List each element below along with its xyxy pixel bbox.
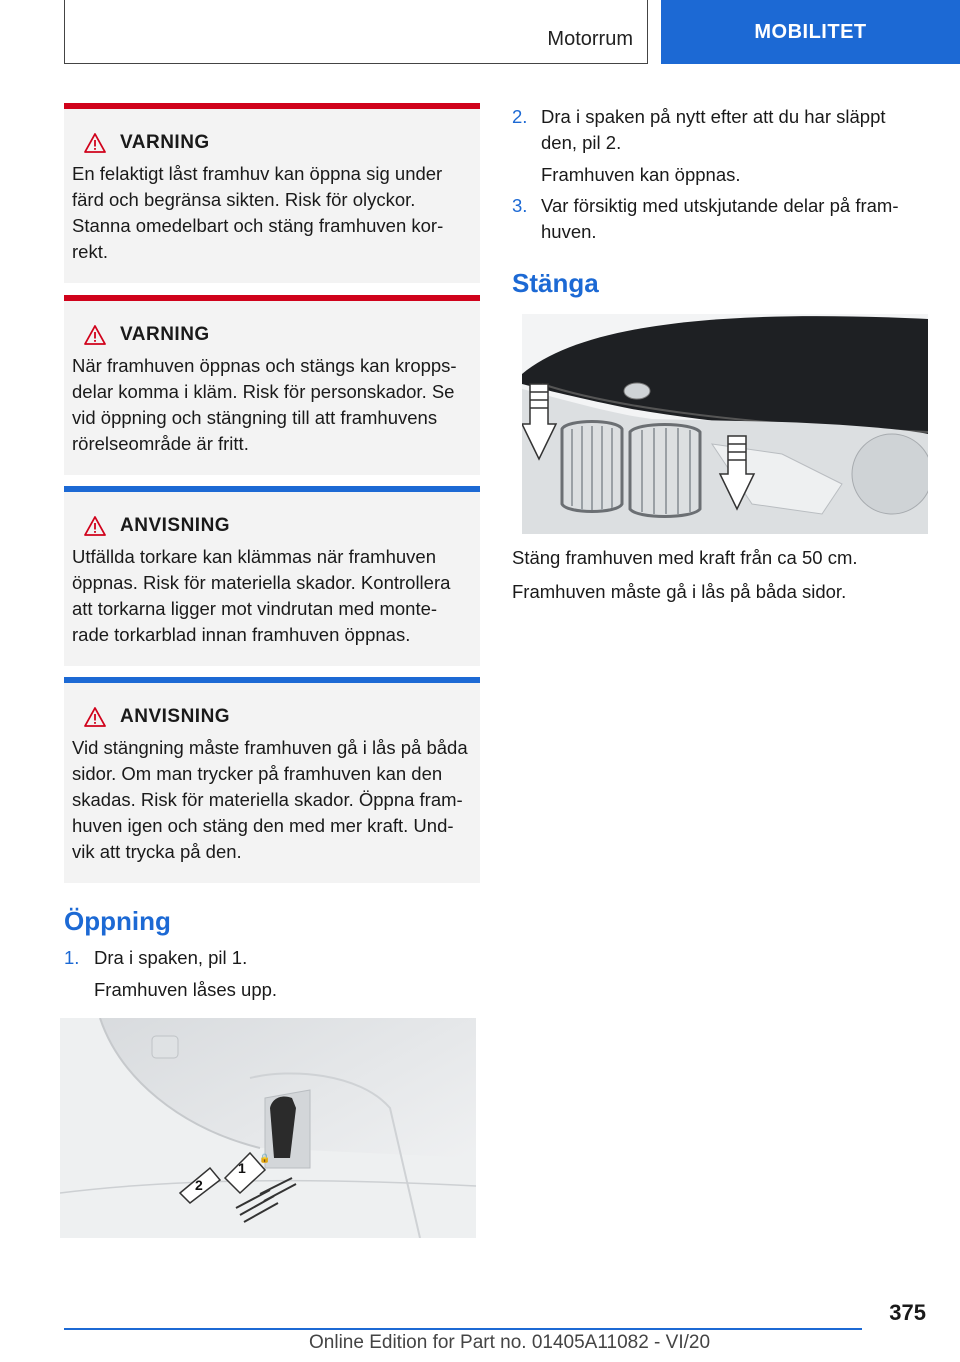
step-number: 2. [512, 106, 528, 127]
step-1 [64, 945, 484, 1003]
step-text: Dra i spaken på nytt efter att du har släppt den, pil 2. Framhuven kan öppnas. [541, 106, 886, 185]
note-title: VARNING [120, 324, 210, 345]
closing-text-1: Stäng framhuven med kraft från ca 50 cm. [512, 547, 858, 568]
note-text: Utfällda torkare kan klämmas när framhuven öppnas. Risk för materiella skador. Kontrollera att torkarna ligger mot vindrutan med monte- rade torkarblad innan framhuven öppnas. [72, 546, 451, 645]
warning-box-1 [64, 103, 480, 283]
hood-illustration [522, 314, 928, 534]
step-number: 3. [512, 195, 528, 216]
step-3 [512, 193, 932, 245]
chapter-tab: MOBILITET [661, 0, 960, 64]
notice-box-1 [64, 486, 480, 666]
warning-triangle-icon [84, 516, 106, 536]
footer-divider [64, 1328, 862, 1330]
heading-closing: Stänga [512, 268, 599, 298]
step-text: Var försiktig med utskjutande delar på fram- huven. [541, 195, 899, 242]
arrow-label-1: 1 [238, 1160, 246, 1176]
warning-triangle-icon [84, 325, 106, 345]
note-title: ANVISNING [120, 515, 231, 536]
lever-illustration [60, 1018, 476, 1238]
closing-text-2: Framhuven måste gå i lås på båda sidor. [512, 581, 847, 602]
note-title: VARNING [120, 132, 210, 153]
note-text: När framhuven öppnas och stängs kan kropps- delar komma i kläm. Risk för personskador. Se vid öppning och stängning till att framhuvens rörelseområde är fritt. [72, 355, 457, 454]
step-number: 1. [64, 947, 80, 968]
warning-triangle-icon [84, 133, 106, 153]
page-number: 375 [889, 1300, 926, 1325]
step-2 [512, 104, 932, 188]
section-title: Motorrum [547, 28, 633, 50]
arrow-label-2: 2 [195, 1177, 203, 1193]
svg-text:🔒: 🔒 [259, 1153, 271, 1163]
header-section-box [64, 0, 648, 64]
note-text: Vid stängning måste framhuven gå i lås på båda sidor. Om man trycker på framhuven kan den skadas. Risk för materiella skador. Öppna fram- huven igen och stäng den med mer kraft. Und- vik att trycka på den. [72, 737, 468, 862]
heading-opening: Öppning [64, 906, 171, 936]
note-title: ANVISNING [120, 706, 231, 727]
notice-box-2 [64, 677, 480, 883]
note-text: En felaktigt låst framhuv kan öppna sig under färd och begränsa sikten. Risk för olyckor. Stanna omedelbart och stäng framhuven kor- rekt. [72, 163, 444, 262]
step-text: Dra i spaken, pil 1. Framhuven låses upp. [94, 947, 278, 1000]
footer-edition: Online Edition for Part no. 01405A11082 - VI/20 [309, 1332, 711, 1353]
warning-box-2 [64, 295, 480, 475]
warning-triangle-icon [84, 707, 106, 727]
